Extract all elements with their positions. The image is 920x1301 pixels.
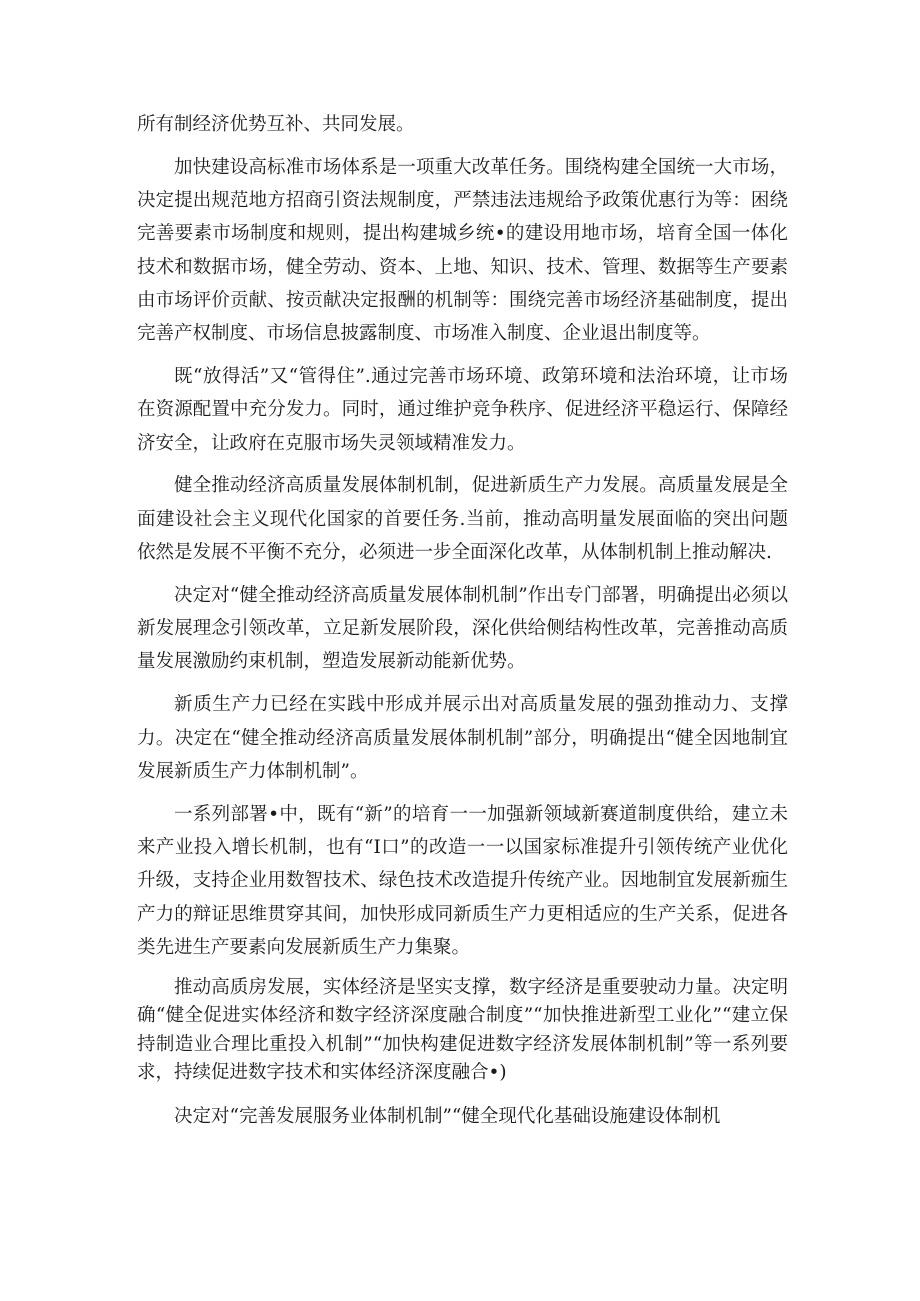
paragraph-new-productivity: 新质生产力已经在实践中形成并展示出对高质量发展的强劲推动力、支撑力。决定在“健全推动经济高质量发展体制机制”部分，明确提出“健全因地制宜发展新质生产力体制机制”。	[137, 694, 788, 782]
paragraph-real-digital-economy: 推动高质房发展，实体经济是坚实支撑，数字经济是重要驶动力量。决定明确“健全促进实体经济和数字经济深度融合制度”“加快推进新型工业化”“建立保持制造业合理比重投入机制”“加快构建促进数字经济发展体制机制”等一系列要求，持续促进数字技术和实体经济深度融合•)	[137, 976, 788, 1084]
paragraph-market-system: 加快建设高标准市场体系是一项重大改革任务。围绕构建全国统一大市场，决定提出规范地方招商引资法规制度，严禁违法违规给予政策优惠行为等：困绕完善要素市场制度和规则，提出构建城乡统•的建设用地市场，培育全国一体化技术和数据市场，健全劳动、资本、上地、知识、技术、管理、数据等生产要素由市场评价贡献、按贡献决定报酬的机制等：围绕完善市场经济基础制度，提出完善产权制度、市场信息披露制度、市场准入制度、企业退出制度等。	[137, 156, 788, 345]
paragraph-market-government: 既“放得活”又“管得住”.通过完善市场环境、政第环境和法治环境，让市场在资源配置中充分发力。同时，通过维护竞争秩序、促进经济平稳运行、保障经济安全，让政府在克服市场失灵领域精准发力。	[137, 366, 788, 454]
paragraph-service-industry: 决定对“完善发展服务业体制机制”“健全现代化基础设施建设体制机	[174, 1105, 721, 1127]
paragraph-high-quality-development: 健全推动经济高质量发展体制机制，促进新质生产力发展。高质量发展是全面建设社会主义现代化国家的首要任务.当前，推动高明量发展面临的突出问题依然是发展不平衡不充分，必须进一步全面深化改革，从体制机制上推动解决.	[137, 475, 788, 564]
paragraph-series-deployment: 一系列部署•中，既有“新”的培育一一加强新领域新赛道制度供给，建立未来产业投入增长机制，也有“I口”的改造一一以国家标准提升引领传统产业优化升级，支持企业用数智技术、绿色技术改造提升传统产业。因地制宜发展新痂生产力的辩证思维贯穿其间，加快形成同新质生产力更相适应的生产关系，促进各类先进生产要素向发展新质生产力集聚。	[137, 803, 788, 958]
paragraph-special-deployment: 决定对“健全推动经济高质量发展体制机制”作出专门部署，明确提出必须以新发展理念引领改革，立足新发展阶段，深化供给侧结构性改革，完善推动高质量发展激励约束机制，塑造发展新动能新优势。	[137, 584, 788, 673]
document-body	[137, 108, 788, 1142]
paragraph-continued: 所有制经济优势互补、共同发展。	[137, 114, 415, 135]
